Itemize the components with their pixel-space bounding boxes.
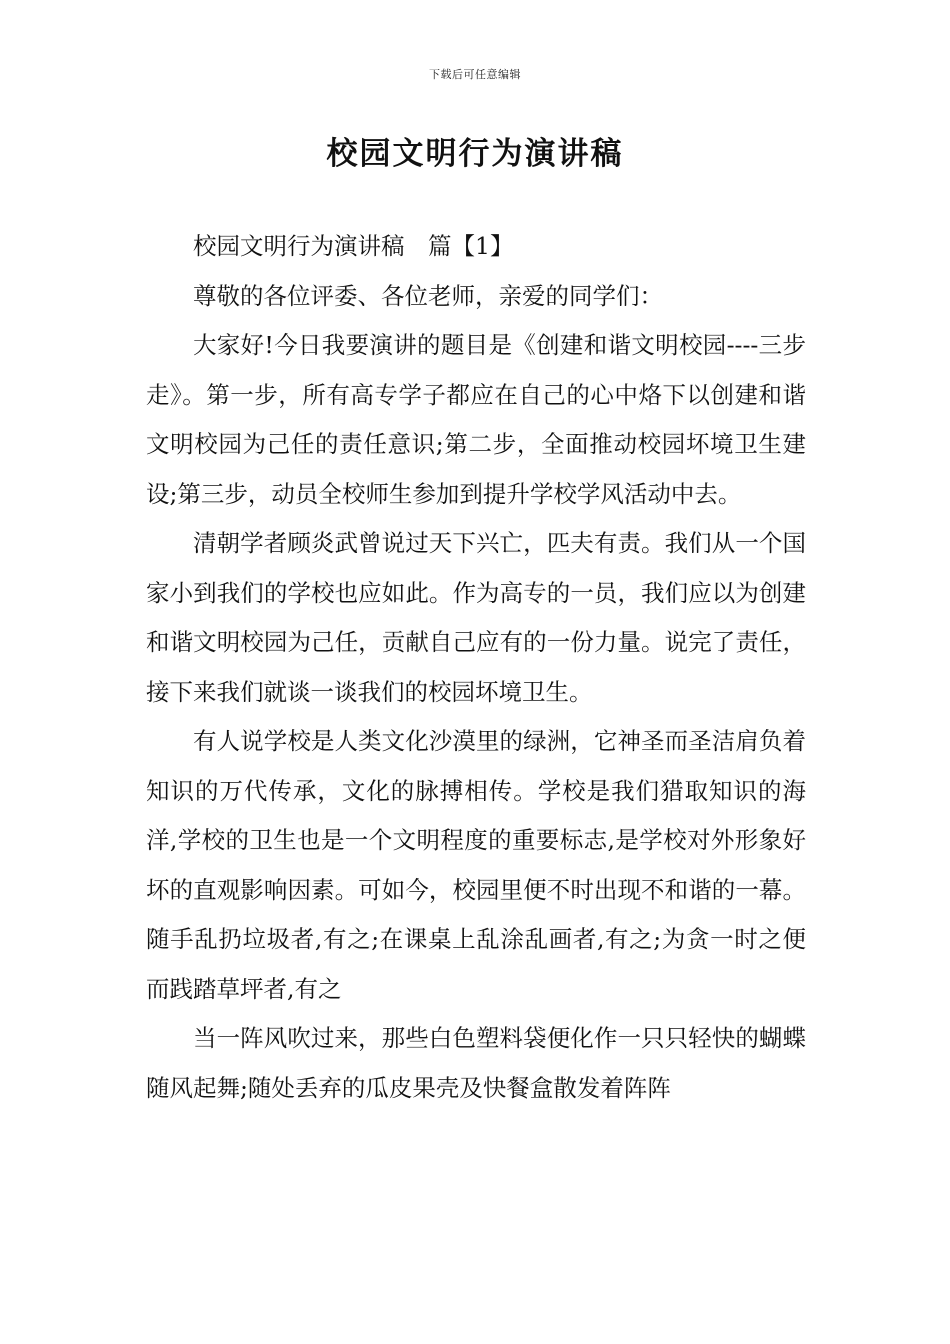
- paragraph-section-heading: 校园文明行为演讲稿 篇【1】: [193, 232, 514, 260]
- paragraph: 清朝学者顾炎武曾说过天下兴亡，匹夫有责。我们从一个国家小到我们的学校也应如此。作为高专的一员，我们应以为创建和谐文明校园为己任，贡献自己应有的一份力量。说完了责任，接下来我们就谈一谈我们的校园坏境卫生。: [146, 529, 806, 706]
- paragraph: 大家好!今日我要演讲的题目是《创建和谐文明校园----三步走》。第一步，所有高专学子都应在自己的心中烙下以创建和谐文明校园为己任的责任意识;第二步，全面推动校园坏境卫生建设;第三步，动员全校师生参加到提升学校学风活动中去。: [146, 331, 806, 508]
- document-title: 校园文明行为演讲稿: [326, 136, 624, 172]
- paragraph: 当一阵风吹过来，那些白色塑料袋便化作一只只轻快的蝴蝶随风起舞;随处丢弃的瓜皮果壳及快餐盒散发着阵阵: [146, 1024, 806, 1102]
- paragraph: 有人说学校是人类文化沙漠里的绿洲，它神圣而圣洁肩负着知识的万代传承，文化的脉搏相传。学校是我们猎取知识的海洋,学校的卫生也是一个文明程度的重要标志,是学校对外形象好坏的直观影响因素。可如今，校园里便不时出现不和谐的一幕。随手乱扔垃圾者,有之;在课桌上乱涂乱画者,有之;为贪一时之便而践踏草坪者,有之: [146, 727, 806, 1003]
- paragraph-salutation: 尊敬的各位评委、各位老师，亲爱的同学们：: [193, 281, 663, 310]
- page-header-note: 下载后可任意编辑: [429, 68, 521, 81]
- document-body: [146, 222, 806, 1113]
